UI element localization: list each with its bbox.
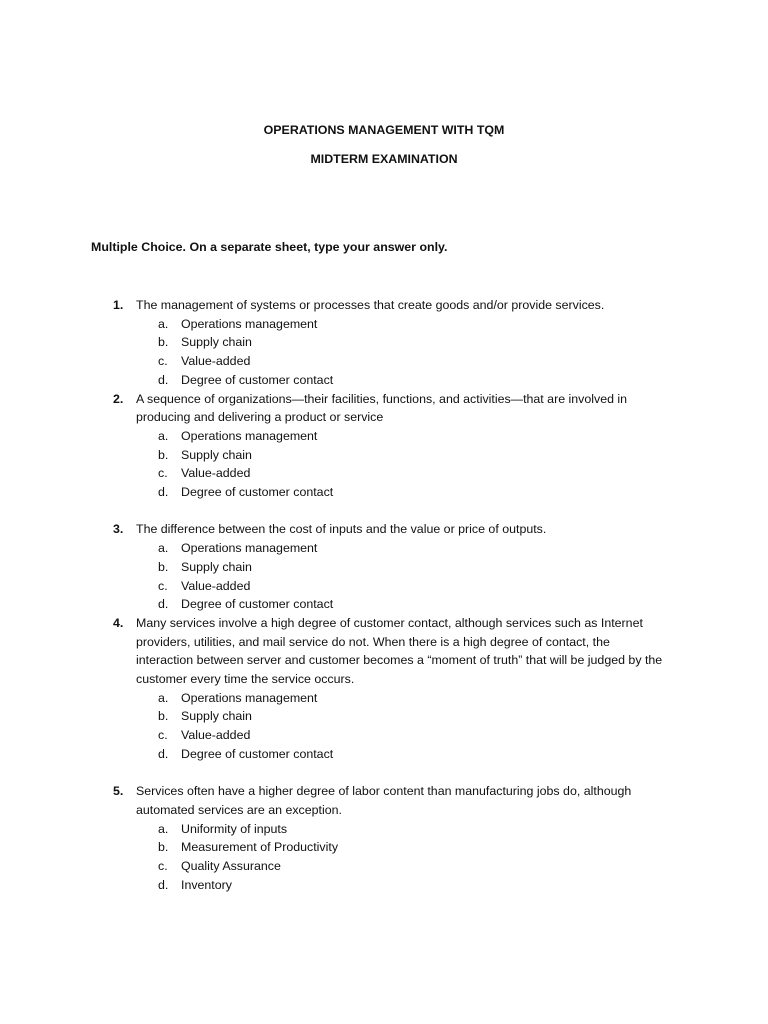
option-letter: a.	[158, 428, 169, 443]
option-list	[136, 315, 668, 390]
option-letter: a.	[158, 821, 169, 836]
question-text: The difference between the cost of inputs and the value or price of outputs.	[136, 522, 547, 537]
option-letter: b.	[158, 559, 169, 574]
document-subtitle: MIDTERM EXAMINATION	[310, 152, 458, 166]
option-item	[136, 333, 668, 352]
option-letter: b.	[158, 335, 169, 350]
question-item	[0, 614, 768, 764]
option-letter: a.	[158, 541, 169, 556]
document-title: OPERATIONS MANAGEMENT WITH TQM	[263, 123, 505, 137]
option-list	[136, 427, 668, 502]
question-text: Many services involve a high degree of customer contact, although services such as Internet providers, utilities, and mail service do not. When there is a high degree of contact, the interaction between server and customer becomes a “moment of truth” that will be judged by the customer every time the service occurs.	[136, 615, 663, 687]
option-letter: a.	[158, 316, 169, 331]
option-text: Supply chain	[181, 709, 252, 724]
option-item	[136, 707, 668, 726]
option-text: Measurement of Productivity	[181, 840, 339, 855]
question-text: A sequence of organizations—their facilities, functions, and activities—that are involved in producing and delivering a product or service	[136, 391, 628, 425]
option-text: Supply chain	[181, 335, 252, 350]
option-text: Value-added	[181, 354, 251, 369]
question-number: 5.	[113, 784, 124, 799]
option-list	[136, 539, 668, 614]
option-text: Inventory	[181, 877, 232, 892]
option-letter: c.	[158, 728, 168, 743]
option-letter: b.	[158, 840, 169, 855]
option-item	[136, 838, 668, 857]
question-number: 3.	[113, 522, 124, 537]
option-letter: b.	[158, 709, 169, 724]
option-letter: c.	[158, 578, 168, 593]
option-letter: a.	[158, 690, 169, 705]
option-item	[136, 577, 668, 596]
question-item	[0, 390, 768, 502]
option-letter: d.	[158, 746, 169, 761]
option-item	[136, 595, 668, 614]
option-text: Degree of customer contact	[181, 746, 334, 761]
question-number: 1.	[113, 298, 124, 312]
option-item	[136, 726, 668, 745]
option-text: Degree of customer contact	[181, 485, 334, 500]
question-number: 4.	[113, 615, 124, 630]
question-number: 2.	[113, 391, 124, 406]
option-text: Degree of customer contact	[181, 372, 334, 387]
option-letter: c.	[158, 354, 168, 369]
question-text: The management of systems or processes that create goods and/or provide services.	[136, 298, 605, 312]
option-text: Supply chain	[181, 559, 252, 574]
option-item	[136, 464, 668, 483]
question-item	[0, 520, 768, 614]
option-text: Operations management	[181, 541, 318, 556]
question-item	[0, 296, 768, 390]
option-item	[136, 876, 668, 895]
option-letter: d.	[158, 485, 169, 500]
option-item	[136, 427, 668, 446]
option-item	[136, 558, 668, 577]
instructions-text: Multiple Choice. On a separate sheet, type your answer only.	[91, 240, 448, 254]
option-text: Operations management	[181, 428, 318, 443]
option-item	[136, 315, 668, 334]
option-letter: d.	[158, 597, 169, 612]
option-item	[136, 539, 668, 558]
question-list	[0, 296, 768, 894]
option-text: Value-added	[181, 466, 251, 481]
option-text: Operations management	[181, 316, 318, 331]
option-text: Supply chain	[181, 447, 252, 462]
option-letter: d.	[158, 372, 169, 387]
option-list	[136, 689, 668, 764]
option-letter: b.	[158, 447, 169, 462]
option-letter: d.	[158, 877, 169, 892]
option-item	[136, 689, 668, 708]
option-letter: c.	[158, 466, 168, 481]
option-item	[136, 352, 668, 371]
option-text: Degree of customer contact	[181, 597, 334, 612]
option-text: Uniformity of inputs	[181, 821, 288, 836]
option-item	[136, 371, 668, 390]
option-item	[136, 483, 668, 502]
option-item	[136, 446, 668, 465]
option-letter: c.	[158, 859, 168, 874]
option-text: Operations management	[181, 690, 318, 705]
question-item	[0, 782, 768, 894]
question-text: Services often have a higher degree of labor content than manufacturing jobs do, although automated services are an exception.	[136, 784, 632, 817]
option-text: Value-added	[181, 578, 251, 593]
option-item	[136, 857, 668, 876]
option-item	[136, 820, 668, 839]
option-list	[136, 820, 668, 895]
option-text: Quality Assurance	[181, 859, 281, 874]
option-text: Value-added	[181, 728, 251, 743]
option-item	[136, 745, 668, 764]
